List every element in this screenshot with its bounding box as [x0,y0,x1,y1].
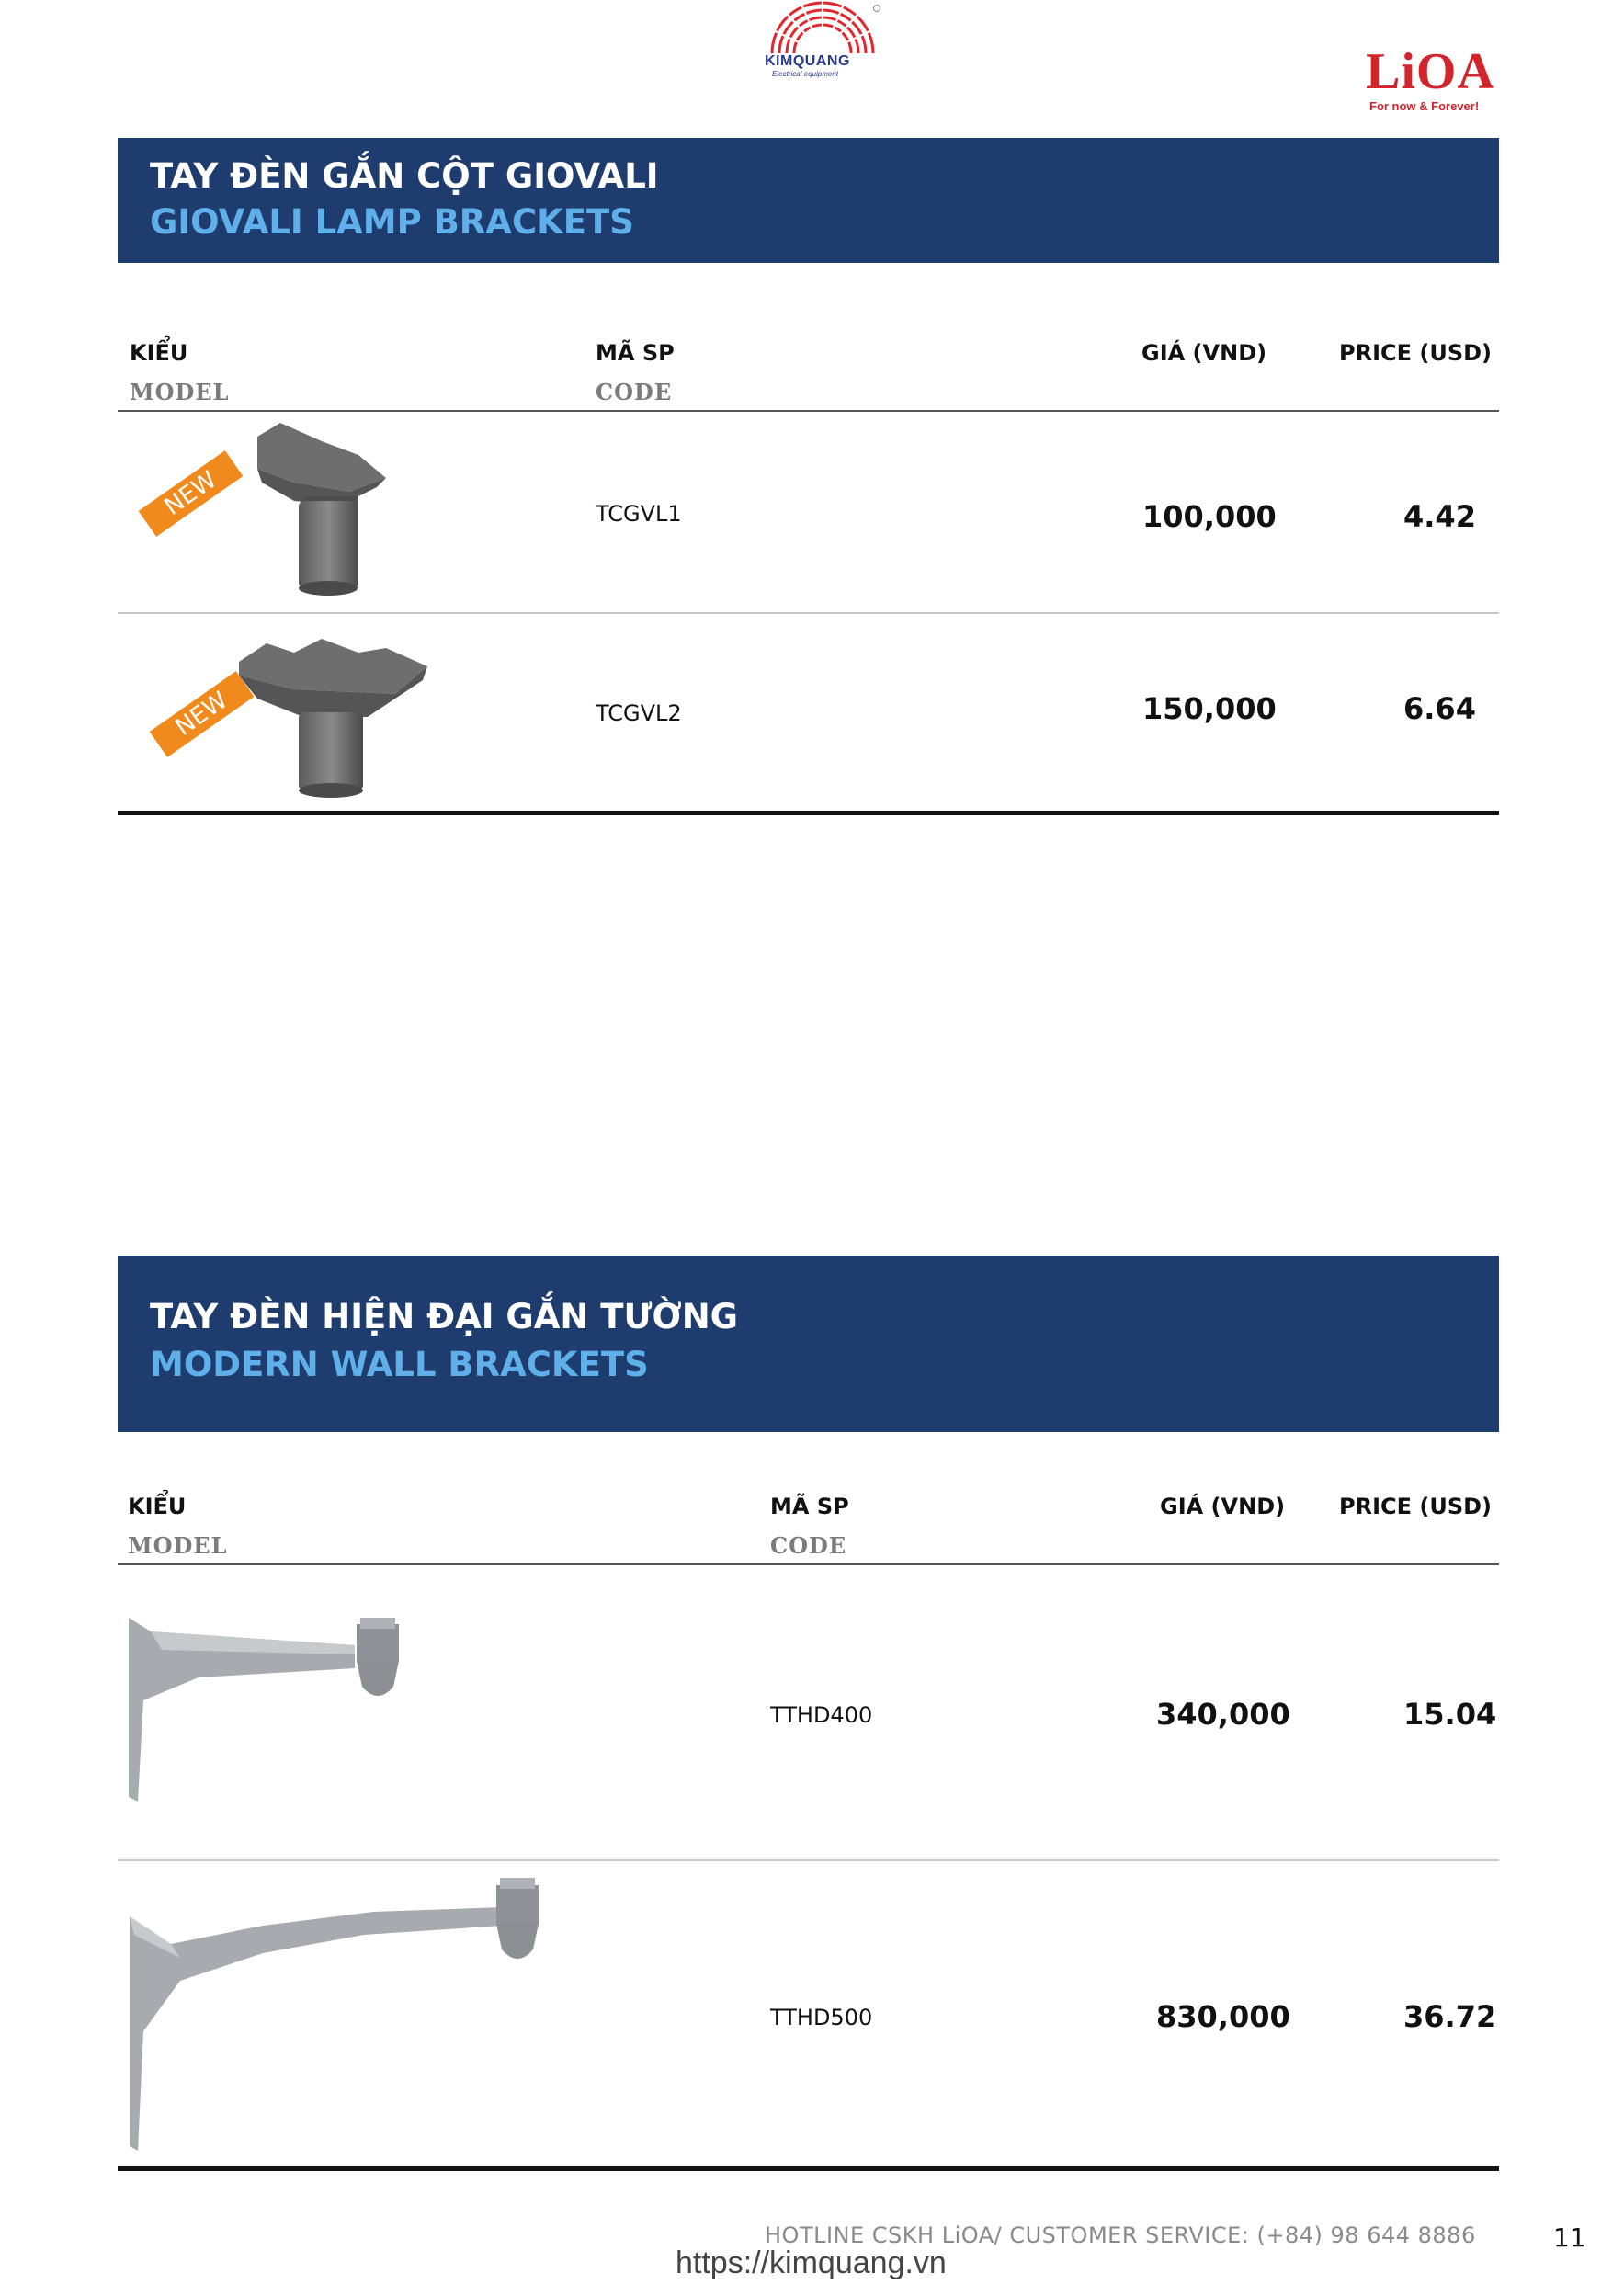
price-usd: 36.72 [1403,1999,1497,2034]
product-code: TTHD500 [770,2005,873,2030]
col-header-price-usd: PRICE (USD) [1339,340,1492,366]
product-code: TCGVL1 [596,501,682,527]
price-usd: 4.42 [1403,499,1476,534]
col-header-model-en: MODEL [128,1532,228,1559]
kimquang-wordmark: KIMQUANG [765,53,850,69]
product-image-tthd400 [125,1613,419,1806]
price-usd: 15.04 [1403,1697,1497,1732]
section-end-divider [118,2166,1499,2171]
price-vnd: 100,000 [1142,499,1277,534]
lioa-tagline: For now & Forever! [1369,99,1480,113]
lioa-logo: LiOA [1366,43,1495,100]
new-badge: NEW [150,671,255,757]
price-usd: 6.64 [1403,691,1476,726]
product-code: TCGVL2 [596,700,682,726]
product-image-tthd500 [125,1870,557,2155]
kimquang-subtitle: Electrical equipment [772,70,839,78]
section-title-vn: TAY ĐÈN HIỆN ĐẠI GẮN TƯỜNG [150,1297,739,1336]
footer-hotline: HOTLINE CSKH LiOA/ CUSTOMER SERVICE: (+84) 98 644 8886 [765,2222,1476,2248]
col-header-model-en: MODEL [130,379,230,405]
price-vnd: 150,000 [1142,691,1277,726]
col-header-code-en: CODE [770,1532,847,1559]
col-header-code-vn: MÃ SP [770,1494,849,1519]
product-image-tcgvl2 [147,625,450,800]
section-end-divider [118,811,1499,815]
col-header-code-en: CODE [596,379,673,405]
row-divider [118,612,1499,614]
col-header-price-usd: PRICE (USD) [1339,1494,1492,1519]
col-header-price-vnd: GIÁ (VND) [1160,1494,1286,1519]
footer-url[interactable]: https://kimquang.vn [676,2245,947,2280]
row-divider [118,1859,1499,1861]
header-divider [118,410,1499,412]
product-image-tcgvl1 [138,418,432,602]
section-title-en: GIOVALI LAMP BRACKETS [150,202,634,242]
section-banner-giovali [118,138,1499,263]
col-header-price-vnd: GIÁ (VND) [1141,340,1267,366]
section-title-vn: TAY ĐÈN GẮN CỘT GIOVALI [150,156,659,196]
section-title-en: MODERN WALL BRACKETS [150,1345,649,1384]
product-code: TTHD400 [770,1702,873,1728]
col-header-model-vn: KIỂU [130,340,188,366]
price-vnd: 830,000 [1156,1999,1290,2034]
section-banner-wall [118,1256,1499,1432]
price-vnd: 340,000 [1156,1697,1290,1732]
header-divider [118,1563,1499,1565]
new-badge: NEW [139,450,244,537]
col-header-model-vn: KIỂU [128,1494,187,1519]
col-header-code-vn: MÃ SP [596,340,675,366]
page-number: 11 [1553,2222,1586,2253]
